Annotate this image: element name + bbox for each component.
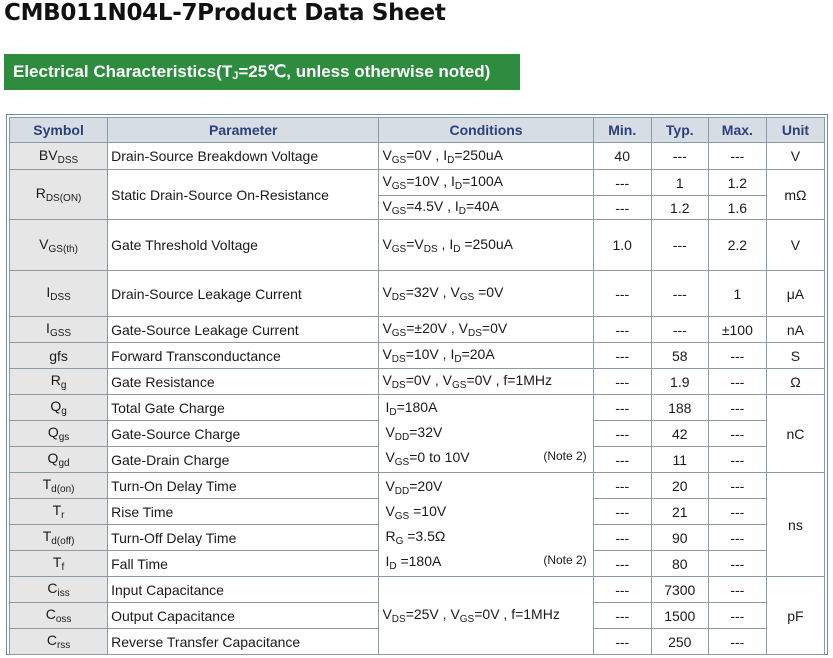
header-unit: Unit: [766, 118, 824, 143]
parameter-cell: Forward Transconductance: [108, 343, 379, 369]
condition-line: $R_G =3.5\Omega$: [385, 527, 446, 547]
parameter-cell: Input Capacitance: [108, 577, 379, 603]
parameter-cell: Gate-Drain Charge: [108, 447, 379, 473]
parameter-cell: Turn-On Delay Time: [108, 473, 379, 499]
unit-cell: mΩ: [766, 170, 824, 220]
table-row: [10, 369, 825, 395]
symbol-subscript: gs: [58, 432, 70, 443]
symbol-cell: [10, 170, 108, 220]
conditions-cell: $V_{GS}=V_{DS}$ , $I_D =250uA$: [379, 220, 593, 271]
typ-cell: ---: [651, 271, 708, 317]
max-cell: ---: [708, 369, 766, 395]
symbol-cell: [10, 603, 108, 629]
table-row: [10, 271, 825, 317]
condition-line: $V_{DD}=32V$: [385, 424, 443, 443]
typ-cell: 90: [651, 525, 708, 551]
header-conditions: Conditions: [379, 118, 593, 143]
unit-cell: V: [766, 220, 824, 271]
table-row: [10, 577, 825, 603]
symbol-cell: [10, 577, 108, 603]
max-cell: ---: [708, 447, 766, 473]
table-row: [10, 317, 825, 343]
table-body: [10, 143, 825, 655]
min-cell: ---: [593, 271, 651, 317]
min-cell: 40: [593, 143, 651, 170]
conditions-cell: $V_{GS}=0V$ , $I_D=250uA$: [379, 143, 593, 170]
condition-line: $V_{GS}=0$ to 10V (Note 2): [385, 449, 587, 468]
symbol-cell: [10, 369, 108, 395]
min-cell: ---: [593, 447, 651, 473]
symbol-subscript: g: [61, 406, 67, 417]
header-parameter: Parameter: [108, 118, 379, 143]
unit-cell: pF: [766, 577, 824, 655]
max-cell: ---: [708, 551, 766, 577]
header-row: [10, 118, 825, 143]
unit-cell: nC: [766, 395, 824, 473]
symbol-subscript: f: [61, 562, 65, 573]
conditions-cell: $V_{DS}=0V$ , $V_{GS}=0V$ , f=1MHz: [379, 369, 593, 395]
conditions-cell: $V_{DS}=10V$ , $I_D=20A$: [379, 343, 593, 369]
symbol-main: V: [39, 235, 49, 252]
typ-cell: 188: [651, 395, 708, 421]
typ-cell: ---: [651, 220, 708, 271]
symbol-subscript: d(off): [51, 536, 75, 547]
max-cell: ---: [708, 143, 766, 170]
symbol-main: C: [45, 606, 56, 622]
symbol-main: T: [42, 528, 52, 544]
unit-cell: S: [766, 343, 824, 369]
symbol-main: gfs: [49, 347, 68, 364]
parameter-cell: Gate Resistance: [108, 369, 379, 395]
typ-cell: 1: [651, 170, 708, 196]
min-cell: ---: [593, 525, 651, 551]
min-cell: 1.0: [593, 220, 651, 271]
min-cell: ---: [593, 395, 651, 421]
min-cell: ---: [593, 317, 651, 343]
unit-cell: Ω: [766, 369, 824, 395]
min-cell: ---: [593, 421, 651, 447]
typ-cell: ---: [651, 317, 708, 343]
note-label: (Note 2): [543, 552, 587, 567]
min-cell: ---: [593, 499, 651, 525]
parameter-cell: Turn-Off Delay Time: [108, 525, 379, 551]
table-row: [10, 343, 825, 369]
symbol-cell: [10, 473, 108, 499]
unit-cell: μA: [766, 271, 824, 317]
symbol-main: T: [42, 476, 52, 492]
symbol-subscript: d(on): [51, 484, 75, 495]
table-row: [10, 395, 825, 421]
symbol-main: C: [47, 580, 58, 596]
symbol-cell: [10, 629, 108, 655]
banner-pre: Electrical Characteristics(T: [13, 62, 233, 81]
min-cell: ---: [593, 369, 651, 395]
parameter-cell: Output Capacitance: [108, 603, 379, 629]
symbol-main: BV: [38, 146, 58, 163]
conditions-cell: $V_{DS}=32V$ , $V_{GS} =0V$: [379, 271, 593, 317]
note-label: (Note 2): [543, 449, 587, 463]
typ-cell: 21: [651, 499, 708, 525]
min-cell: ---: [593, 196, 651, 220]
parameter-cell: Fall Time: [108, 551, 379, 577]
symbol-subscript: GSS: [49, 328, 72, 339]
symbol-main: T: [52, 502, 62, 518]
symbol-cell: [10, 317, 108, 343]
symbol-cell: [10, 395, 108, 421]
max-cell: 1: [708, 271, 766, 317]
typ-cell: ---: [651, 143, 708, 170]
min-cell: ---: [593, 551, 651, 577]
condition-line: $I_D =180A$ (Note 2): [385, 552, 587, 572]
typ-cell: 7300: [651, 577, 708, 603]
typ-cell: 250: [651, 629, 708, 655]
header-min: Min.: [593, 118, 651, 143]
conditions-group-cell: [379, 395, 593, 473]
symbol-subscript: DSS: [50, 292, 71, 303]
max-cell: ---: [708, 421, 766, 447]
min-cell: ---: [593, 473, 651, 499]
condition-line: $I_D=180A$: [385, 399, 438, 418]
parameter-cell: Rise Time: [108, 499, 379, 525]
header-max: Max.: [708, 118, 766, 143]
typ-cell: 11: [651, 447, 708, 473]
header-symbol: Symbol: [10, 118, 108, 143]
symbol-cell: [10, 525, 108, 551]
condition-line: $V_{GS} =10V$: [385, 502, 447, 522]
max-cell: ---: [708, 343, 766, 369]
min-cell: ---: [593, 577, 651, 603]
header-typ: Typ.: [651, 118, 708, 143]
symbol-main: C: [46, 632, 57, 648]
banner-post: =25℃, unless otherwise noted): [238, 62, 491, 81]
symbol-main: Q: [47, 424, 59, 440]
symbol-cell: [10, 551, 108, 577]
section-banner: [4, 54, 520, 90]
symbol-main: Q: [47, 450, 59, 466]
symbol-main: R: [35, 185, 46, 201]
symbol-subscript: r: [61, 510, 65, 521]
symbol-subscript: DS(ON): [45, 193, 82, 204]
conditions-group-cell: $V_{DS}=25V$ , $V_{GS}=0V$ , f=1MHz: [379, 577, 593, 655]
max-cell: 2.2: [708, 220, 766, 271]
parameter-cell: Drain-Source Leakage Current: [108, 271, 379, 317]
max-cell: ---: [708, 603, 766, 629]
min-cell: ---: [593, 629, 651, 655]
conditions-cell: $V_{GS}=10V$ , $I_D=100A$: [379, 170, 593, 196]
typ-cell: 80: [651, 551, 708, 577]
banner-sub: J: [232, 70, 239, 82]
symbol-main: I: [46, 284, 51, 300]
symbol-subscript: gd: [58, 458, 70, 469]
table-row: [10, 143, 825, 170]
typ-cell: 1500: [651, 603, 708, 629]
characteristics-table-frame: [6, 114, 828, 655]
symbol-main: R: [50, 372, 61, 388]
symbol-cell: [10, 143, 108, 170]
min-cell: ---: [593, 343, 651, 369]
max-cell: ---: [708, 629, 766, 655]
parameter-cell: Reverse Transfer Capacitance: [108, 629, 379, 655]
symbol-subscript: oss: [55, 614, 72, 625]
typ-cell: 1.9: [651, 369, 708, 395]
symbol-cell: [10, 447, 108, 473]
unit-cell: nA: [766, 317, 824, 343]
conditions-cell: $V_{GS}=\pm 20V$ , $V_{DS}=0V$: [379, 317, 593, 343]
max-cell: ---: [708, 395, 766, 421]
symbol-main: Q: [50, 398, 62, 414]
parameter-cell: Total Gate Charge: [108, 395, 379, 421]
symbol-subscript: DSS: [57, 154, 79, 166]
symbol-subscript: GS(th): [48, 243, 78, 255]
typ-cell: 42: [651, 421, 708, 447]
max-cell: ±100: [708, 317, 766, 343]
min-cell: ---: [593, 170, 651, 196]
max-cell: ---: [708, 525, 766, 551]
min-cell: ---: [593, 603, 651, 629]
max-cell: 1.6: [708, 196, 766, 220]
parameter-cell: Gate-Source Charge: [108, 421, 379, 447]
symbol-cell: [10, 220, 108, 271]
typ-cell: 20: [651, 473, 708, 499]
condition-line: $V_{DD}=20V$: [385, 477, 443, 497]
max-cell: ---: [708, 577, 766, 603]
symbol-cell: [10, 499, 108, 525]
symbol-main: I: [46, 320, 50, 336]
table-row: [10, 170, 825, 196]
parameter-cell: Drain-Source Breakdown Voltage: [108, 143, 379, 170]
parameter-cell: Static Drain-Source On-Resistance: [108, 170, 379, 220]
symbol-subscript: rss: [56, 640, 71, 651]
symbol-cell: [10, 421, 108, 447]
symbol-cell: [10, 271, 108, 317]
table-row: [10, 473, 825, 499]
max-cell: ---: [708, 473, 766, 499]
max-cell: ---: [708, 499, 766, 525]
characteristics-table: [9, 117, 825, 655]
symbol-subscript: iss: [57, 588, 70, 599]
symbol-main: T: [52, 554, 62, 570]
symbol-cell: [10, 343, 108, 369]
unit-cell: ns: [766, 473, 824, 577]
page-title: CMB011N04L-7Product Data Sheet: [4, 0, 446, 26]
parameter-cell: Gate-Source Leakage Current: [108, 317, 379, 343]
typ-cell: 58: [651, 343, 708, 369]
typ-cell: 1.2: [651, 196, 708, 220]
conditions-cell: $V_{GS}=4.5V$ , $I_D=40A$: [379, 196, 593, 220]
max-cell: 1.2: [708, 170, 766, 196]
unit-cell: V: [766, 143, 824, 170]
conditions-group-cell: [379, 473, 593, 577]
symbol-subscript: g: [60, 380, 67, 391]
parameter-cell: Gate Threshold Voltage: [108, 220, 379, 271]
table-row: [10, 220, 825, 271]
